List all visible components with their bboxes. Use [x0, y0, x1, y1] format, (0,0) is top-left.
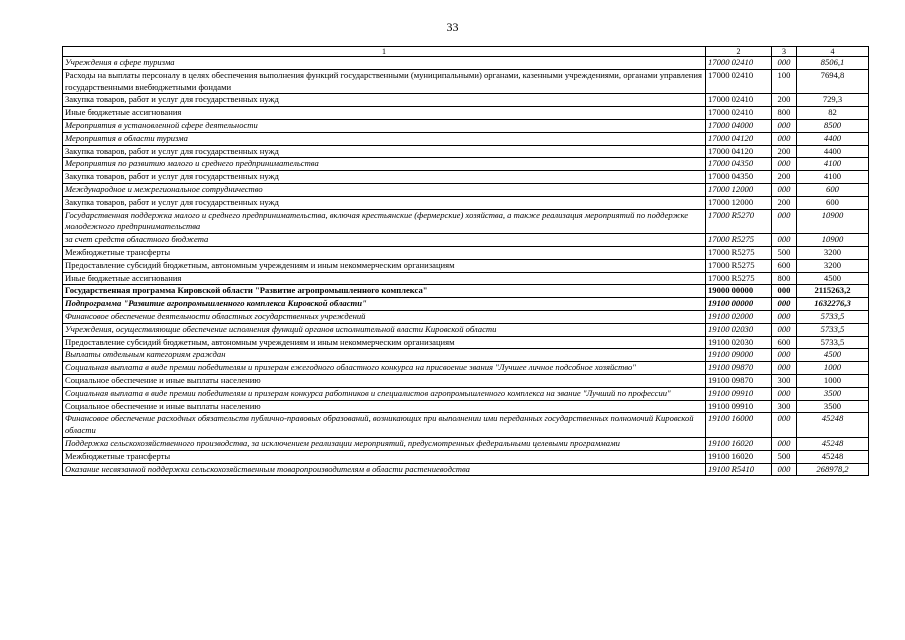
row-name: Закупка товаров, работ и услуг для государственных нужд: [63, 145, 706, 158]
row-kind: 000: [772, 387, 797, 400]
row-code: 19100 R5410: [706, 463, 772, 476]
row-sum: 4100: [797, 171, 869, 184]
row-sum: 3200: [797, 246, 869, 259]
row-code: 17000 04120: [706, 145, 772, 158]
row-sum: 600: [797, 196, 869, 209]
row-kind: 500: [772, 246, 797, 259]
row-sum: 600: [797, 183, 869, 196]
table-row: [63, 437, 869, 450]
row-sum: 8506,1: [797, 57, 869, 70]
row-sum: 5733,5: [797, 310, 869, 323]
table-row: [63, 57, 869, 70]
table-row: [63, 246, 869, 259]
row-kind: 000: [772, 57, 797, 70]
row-sum: 10900: [797, 209, 869, 234]
row-name: Иные бюджетные ассигнования: [63, 272, 706, 285]
row-code: 19100 09910: [706, 400, 772, 413]
row-kind: 000: [772, 437, 797, 450]
row-name: Иные бюджетные ассигнования: [63, 107, 706, 120]
row-name: Мероприятия в установленной сфере деятельности: [63, 119, 706, 132]
row-kind: 200: [772, 196, 797, 209]
row-code: 17000 04000: [706, 119, 772, 132]
row-kind: 100: [772, 69, 797, 94]
row-sum: 7694,8: [797, 69, 869, 94]
table-row: [63, 323, 869, 336]
row-code: 17000 12000: [706, 196, 772, 209]
table-row: [63, 234, 869, 247]
row-code: 19100 09910: [706, 387, 772, 400]
header-cell: 3: [772, 47, 797, 57]
row-code: 19100 00000: [706, 298, 772, 311]
row-name: Закупка товаров, работ и услуг для государственных нужд: [63, 196, 706, 209]
row-sum: 268978,2: [797, 463, 869, 476]
row-code: 17000 R5275: [706, 259, 772, 272]
row-kind: 300: [772, 400, 797, 413]
header-cell: 4: [797, 47, 869, 57]
row-code: 19100 02000: [706, 310, 772, 323]
row-code: 17000 02410: [706, 107, 772, 120]
table-row: [63, 349, 869, 362]
row-name: за счет средств областного бюджета: [63, 234, 706, 247]
row-code: 17000 04350: [706, 171, 772, 184]
table-row: [63, 285, 869, 298]
row-kind: 300: [772, 374, 797, 387]
header-row: [63, 47, 869, 57]
row-kind: 000: [772, 183, 797, 196]
row-name: Оказание несвязанной поддержки сельскохозяйственным товаропроизводителям в области растениеводства: [63, 463, 706, 476]
table-row: [63, 362, 869, 375]
row-sum: 82: [797, 107, 869, 120]
table-row: [63, 132, 869, 145]
row-name: Международное и межрегиональное сотрудничество: [63, 183, 706, 196]
row-sum: 4100: [797, 158, 869, 171]
table-row: [63, 259, 869, 272]
row-code: 17000 02410: [706, 57, 772, 70]
row-name: Учреждения в сфере туризма: [63, 57, 706, 70]
row-code: 17000 R5275: [706, 272, 772, 285]
table-row: [63, 119, 869, 132]
row-kind: 800: [772, 107, 797, 120]
row-kind: 000: [772, 323, 797, 336]
row-name: Государственная программа Кировской области "Развитие агропромышленного комплекса": [63, 285, 706, 298]
table-row: [63, 400, 869, 413]
row-name: Социальная выплата в виде премии победителям и призерам ежегодного областного конкурса на присвоение звания "Лучшее личное подсобное хозяйство": [63, 362, 706, 375]
row-name: Социальное обеспечение и иные выплаты населению: [63, 374, 706, 387]
row-sum: 4400: [797, 145, 869, 158]
row-kind: 000: [772, 298, 797, 311]
page-number: 33: [446, 20, 459, 34]
table-row: [63, 374, 869, 387]
row-name: Межбюджетные трансферты: [63, 246, 706, 259]
row-code: 17000 04350: [706, 158, 772, 171]
row-kind: 200: [772, 94, 797, 107]
row-name: Мероприятия по развитию малого и среднего предпринимательства: [63, 158, 706, 171]
row-name: Государственная поддержка малого и среднего предпринимательства, включая крестьянские (фермерские) хозяйства, а также реализация мероприятий по поддержке молодежного предпринимательства: [63, 209, 706, 234]
row-code: 17000 12000: [706, 183, 772, 196]
row-kind: 800: [772, 272, 797, 285]
row-name: Расходы на выплаты персоналу в целях обеспечения выполнения функций государственными (муниципальными) органами, казенными учреждениями, органами управления государственными внебюджетными фондами: [63, 69, 706, 94]
row-sum: 8500: [797, 119, 869, 132]
row-kind: 000: [772, 285, 797, 298]
table-row: [63, 450, 869, 463]
row-sum: 1000: [797, 374, 869, 387]
row-sum: 4500: [797, 272, 869, 285]
row-name: Закупка товаров, работ и услуг для государственных нужд: [63, 94, 706, 107]
row-kind: 500: [772, 450, 797, 463]
row-sum: 45248: [797, 437, 869, 450]
header-cell: 2: [706, 47, 772, 57]
row-code: 17000 R5275: [706, 246, 772, 259]
row-code: 17000 02410: [706, 69, 772, 94]
row-kind: 000: [772, 158, 797, 171]
row-code: 19100 09000: [706, 349, 772, 362]
table-row: [63, 387, 869, 400]
table-row: [63, 94, 869, 107]
table-row: [63, 183, 869, 196]
row-kind: 000: [772, 413, 797, 438]
table-row: [63, 272, 869, 285]
row-sum: 729,3: [797, 94, 869, 107]
budget-table: [62, 46, 869, 476]
row-sum: 5733,5: [797, 336, 869, 349]
row-sum: 5733,5: [797, 323, 869, 336]
row-sum: 2115263,2: [797, 285, 869, 298]
row-sum: 3500: [797, 400, 869, 413]
row-sum: 45248: [797, 413, 869, 438]
row-name: Финансовое обеспечение расходных обязательств публично-правовых образований, возникающих при выполнении ими переданных государственных полномочий Кировской области: [63, 413, 706, 438]
header-cell: 1: [63, 47, 706, 57]
row-sum: 10900: [797, 234, 869, 247]
row-name: Финансовое обеспечение деятельности областных государственных учреждений: [63, 310, 706, 323]
row-name: Социальное обеспечение и иные выплаты населению: [63, 400, 706, 413]
row-kind: 200: [772, 171, 797, 184]
row-kind: 000: [772, 463, 797, 476]
row-code: 19100 09870: [706, 374, 772, 387]
table-row: [63, 413, 869, 438]
row-code: 17000 02410: [706, 94, 772, 107]
table-row: [63, 463, 869, 476]
row-code: 19100 16020: [706, 450, 772, 463]
row-sum: 4500: [797, 349, 869, 362]
row-code: 19000 00000: [706, 285, 772, 298]
row-kind: 000: [772, 234, 797, 247]
row-name: Выплаты отдельным категориям граждан: [63, 349, 706, 362]
row-kind: 000: [772, 119, 797, 132]
row-code: 19100 02030: [706, 323, 772, 336]
table-row: [63, 145, 869, 158]
row-name: Поддержка сельскохозяйственного производства, за исключением реализации мероприятий, предусмотренных федеральными целевыми программами: [63, 437, 706, 450]
table-row: [63, 69, 869, 94]
row-code: 19100 09870: [706, 362, 772, 375]
row-name: Учреждения, осуществляющие обеспечение исполнения функций органов исполнительной власти Кировской области: [63, 323, 706, 336]
row-kind: 600: [772, 259, 797, 272]
table-row: [63, 196, 869, 209]
table-row: [63, 209, 869, 234]
row-name: Предоставление субсидий бюджетным, автономным учреждениям и иным некоммерческим организациям: [63, 259, 706, 272]
table-row: [63, 310, 869, 323]
row-sum: 1000: [797, 362, 869, 375]
row-kind: 000: [772, 209, 797, 234]
row-kind: 000: [772, 310, 797, 323]
table-row: [63, 171, 869, 184]
row-name: Подпрограмма "Развитие агропромышленного комплекса Кировской области": [63, 298, 706, 311]
row-kind: 000: [772, 362, 797, 375]
row-name: Мероприятия в области туризма: [63, 132, 706, 145]
table-row: [63, 158, 869, 171]
row-code: 17000 R5270: [706, 209, 772, 234]
row-sum: 3500: [797, 387, 869, 400]
row-sum: 3200: [797, 259, 869, 272]
row-kind: 000: [772, 132, 797, 145]
row-code: 17000 R5275: [706, 234, 772, 247]
row-name: Межбюджетные трансферты: [63, 450, 706, 463]
row-sum: 1632276,3: [797, 298, 869, 311]
row-code: 17000 04120: [706, 132, 772, 145]
row-sum: 4400: [797, 132, 869, 145]
row-code: 19100 16000: [706, 413, 772, 438]
row-kind: 000: [772, 349, 797, 362]
row-code: 19100 16020: [706, 437, 772, 450]
table-row: [63, 107, 869, 120]
row-code: 19100 02030: [706, 336, 772, 349]
row-name: Предоставление субсидий бюджетным, автономным учреждениям и иным некоммерческим организациям: [63, 336, 706, 349]
row-name: Закупка товаров, работ и услуг для государственных нужд: [63, 171, 706, 184]
row-sum: 45248: [797, 450, 869, 463]
table-row: [63, 336, 869, 349]
row-name: Социальная выплата в виде премии победителям и призерам конкурса работников и специалистов агропромышленного комплекса на звание "Лучший по профессии": [63, 387, 706, 400]
row-kind: 200: [772, 145, 797, 158]
row-kind: 600: [772, 336, 797, 349]
table-row: [63, 298, 869, 311]
